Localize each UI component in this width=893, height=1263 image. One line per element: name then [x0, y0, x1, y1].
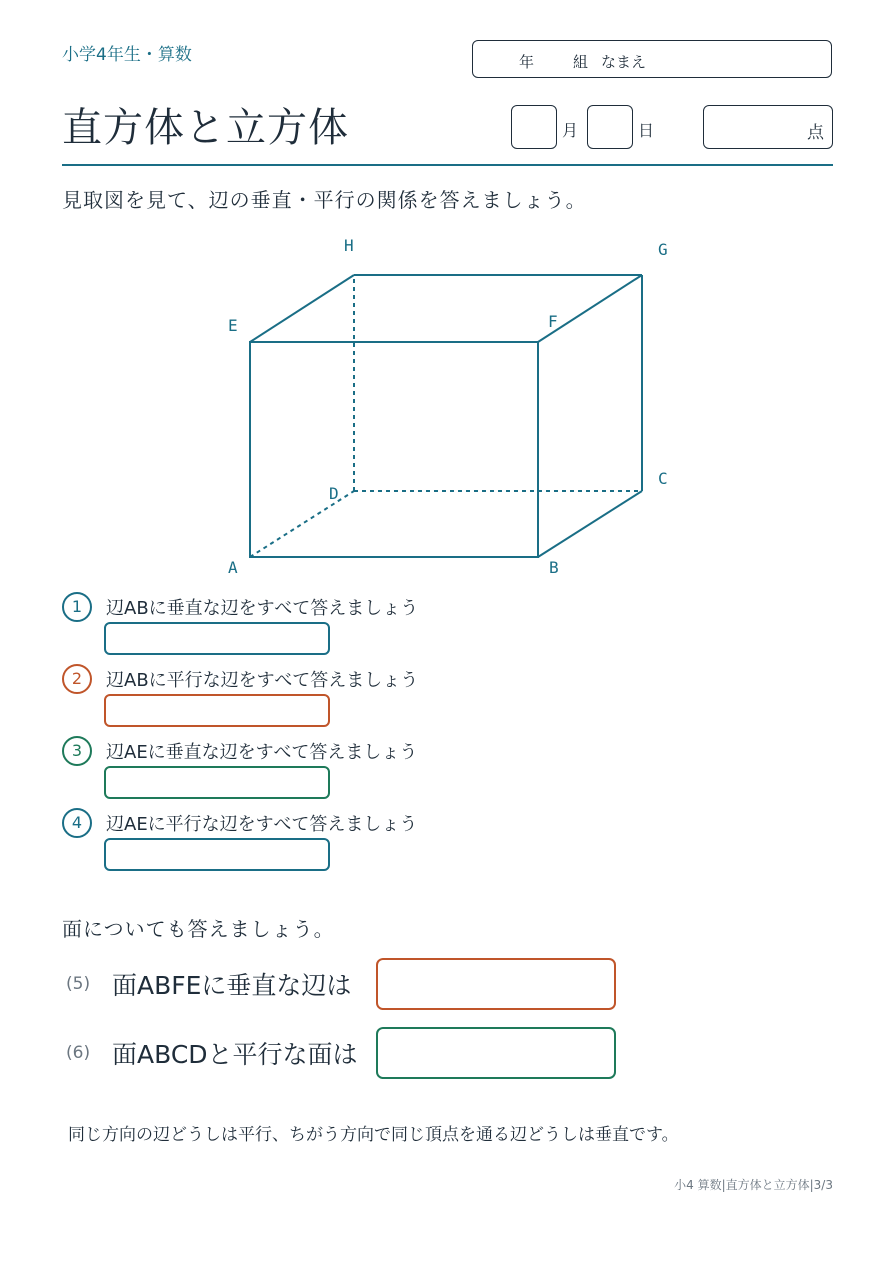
score-label: 点 — [807, 123, 824, 143]
name-class-label: 組 — [573, 53, 589, 71]
day-label: 日 — [638, 121, 655, 140]
question-4-answer-box[interactable] — [104, 838, 330, 871]
name-label: なまえ — [601, 53, 647, 71]
edge-BC — [538, 491, 642, 557]
page-title: 直方体と立方体 — [62, 105, 349, 151]
vertex-A-label: A — [228, 558, 238, 577]
instruction: 見取図を見て、辺の垂直・平行の関係を答えましょう。 — [62, 188, 587, 212]
question-6-number: (6) — [66, 1043, 91, 1063]
question-6-text: 面ABCDと平行な面は — [112, 1040, 358, 1069]
question-5-answer-box[interactable] — [376, 958, 616, 1010]
question-5-text: 面ABFEに垂直な辺は — [112, 971, 352, 1000]
question-1-answer-box[interactable] — [104, 622, 330, 655]
edge-FG — [538, 275, 642, 342]
edge-EH — [250, 275, 354, 342]
face-ABFE — [250, 342, 538, 557]
page-footer: 小4 算数|直方体と立方体|3/3 — [674, 1178, 833, 1192]
question-4-number: 4 — [62, 808, 92, 838]
vertex-G-label: G — [658, 240, 668, 259]
vertex-C-label: C — [658, 469, 668, 488]
name-year-label: 年 — [519, 53, 535, 71]
grade-subject: 小学4年生・算数 — [62, 45, 192, 65]
vertex-H-label: H — [344, 236, 354, 255]
cuboid-figure — [0, 0, 893, 600]
question-4-text: 辺AEに平行な辺をすべて答えましょう — [106, 814, 418, 835]
vertex-E-label: E — [228, 316, 238, 335]
hint-note: 同じ方向の辺どうしは平行、ちがう方向で同じ頂点を通る辺どうしは垂直です。 — [68, 1125, 679, 1145]
question-1-text: 辺ABに垂直な辺をすべて答えましょう — [106, 598, 419, 619]
question-3-number: 3 — [62, 736, 92, 766]
vertex-B-label: B — [549, 558, 559, 577]
month-label: 月 — [562, 121, 579, 140]
question-2-number: 2 — [62, 664, 92, 694]
question-6-answer-box[interactable] — [376, 1027, 616, 1079]
question-3-text: 辺AEに垂直な辺をすべて答えましょう — [106, 742, 418, 763]
vertex-F-label: F — [548, 312, 558, 331]
question-1-number: 1 — [62, 592, 92, 622]
question-2-answer-box[interactable] — [104, 694, 330, 727]
question-2-text: 辺ABに平行な辺をすべて答えましょう — [106, 670, 419, 691]
faces-heading: 面についても答えましょう。 — [62, 917, 335, 941]
question-5-number: (5) — [66, 974, 91, 994]
question-3-answer-box[interactable] — [104, 766, 330, 799]
vertex-D-label: D — [329, 484, 339, 503]
